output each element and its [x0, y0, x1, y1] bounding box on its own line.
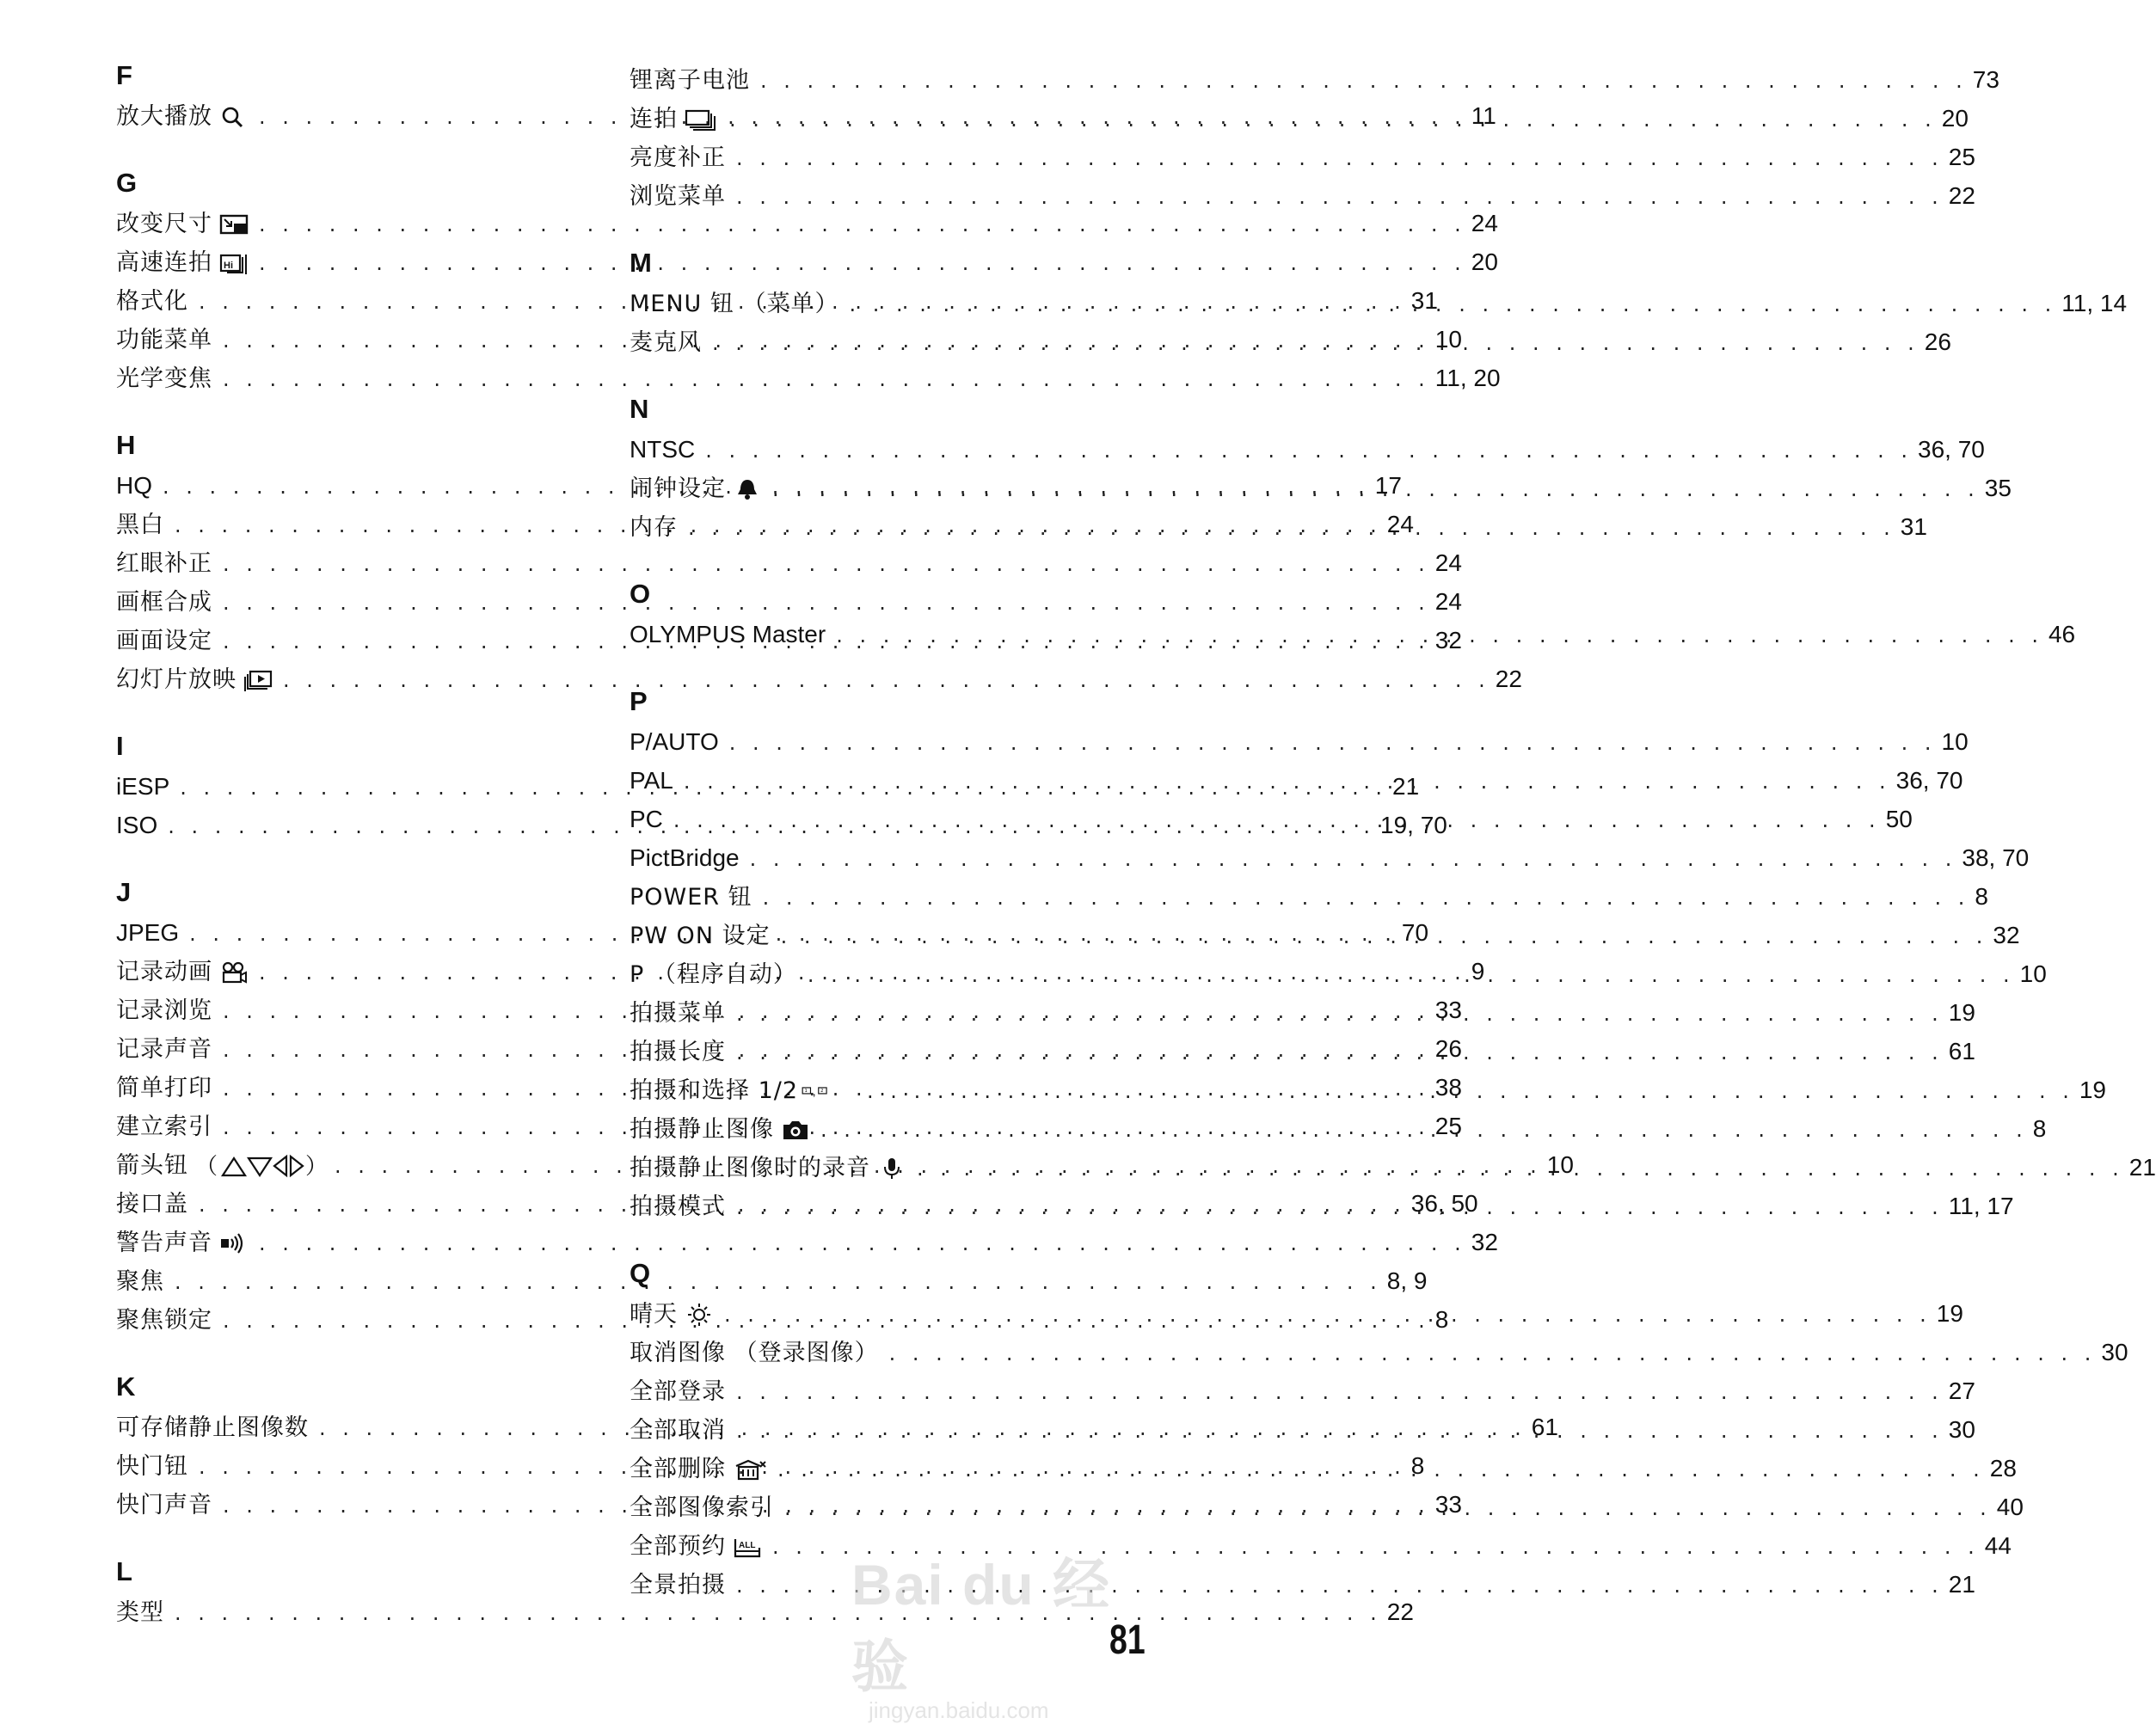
entry-page-ref: 30 — [1948, 1416, 1975, 1443]
entry-page-ref: 26 — [1434, 1035, 1462, 1062]
entry-term-text: NTSC — [630, 436, 696, 463]
entry-term-text: 全部取消 — [630, 1417, 726, 1444]
entry-term-text: 拍摄静止图像 — [630, 1116, 774, 1143]
index-entry — [116, 1223, 1498, 1261]
index-entry — [630, 722, 1969, 761]
index-entry — [630, 1333, 2128, 1371]
entry-term — [116, 1262, 164, 1301]
entry-term-text: 聚焦锁定 — [116, 1307, 212, 1334]
svg-text:Hi: Hi — [224, 260, 233, 271]
sun-icon — [685, 1304, 714, 1326]
entry-term-text: ISO — [116, 812, 158, 838]
entry-page-ref: 21 — [2128, 1154, 2156, 1181]
entry-term-text: 拍摄静止图像时的录音 — [630, 1155, 870, 1181]
section-letter: J — [116, 877, 132, 907]
camera-icon — [781, 1119, 810, 1141]
entry-term — [630, 285, 838, 323]
index-entry — [630, 838, 2030, 877]
dot-leader — [736, 1034, 1944, 1072]
entry-page-ref: 36, 70 — [1895, 767, 1963, 794]
entry-term-text: 全部登录 — [630, 1378, 726, 1405]
index-entry — [116, 543, 1462, 582]
entry-term — [630, 1295, 714, 1334]
entry-term — [630, 800, 663, 838]
dot-leader — [772, 470, 1980, 509]
entry-term-text: 建立索引 — [116, 1114, 212, 1140]
dot-leader — [688, 509, 1895, 548]
entry-term — [116, 205, 249, 243]
dot-leader — [784, 1489, 1992, 1528]
entry-term — [116, 243, 249, 282]
entry-term — [630, 177, 726, 216]
entry-page-ref: 61 — [1531, 1414, 1558, 1440]
dot-leader — [736, 1188, 1944, 1227]
entry-term — [116, 1030, 212, 1069]
dot-leader — [917, 1150, 2124, 1188]
entry-term — [116, 1408, 309, 1447]
entry-page-ref: 44 — [1984, 1532, 2012, 1559]
dot-leader — [736, 139, 1944, 178]
entry-term-text: 画面设定 — [116, 628, 212, 654]
svg-text:）: ） — [305, 1153, 329, 1180]
entry-page-ref: 27 — [1948, 1377, 1975, 1404]
svg-text:1: 1 — [804, 1088, 808, 1094]
entry-term-text: P （程序自动） — [630, 961, 797, 988]
entry-page-ref: 21 — [1392, 773, 1420, 800]
entry-term-text: 警告声音 — [116, 1230, 212, 1256]
dot-leader — [763, 879, 1970, 917]
entry-term-text: 记录声音 — [116, 1036, 212, 1063]
dot-leader — [781, 917, 1988, 956]
entry-term — [116, 583, 212, 622]
section-letter: F — [116, 60, 132, 90]
entry-term-text: 亮度补正 — [630, 144, 726, 171]
entry-term-text: 可存储静止图像数 — [116, 1414, 309, 1441]
entry-term — [116, 806, 157, 844]
entry-term — [630, 955, 797, 994]
entry-page-ref: 11, 20 — [1434, 365, 1501, 391]
entry-term-text: 类型 — [116, 1599, 164, 1626]
section-letter: O — [630, 579, 651, 609]
dot-leader — [736, 178, 1944, 217]
microphone-icon — [877, 1157, 906, 1180]
entry-page-ref: 11 — [1471, 102, 1496, 129]
entry-term-text: 拍摄模式 — [630, 1193, 726, 1220]
index-entry — [116, 204, 1498, 242]
watermark — [851, 1539, 1127, 1723]
watermark-url: jingyan.baidu.com — [869, 1697, 1049, 1723]
entry-term-text: PAL — [630, 767, 673, 794]
entry-term — [630, 1110, 810, 1149]
index-entry — [116, 582, 1462, 621]
entry-term — [116, 913, 179, 952]
page-number: 81 — [1109, 1617, 1146, 1663]
entry-page-ref: 50 — [1885, 806, 1913, 832]
section-letter: H — [116, 430, 136, 460]
entry-page-ref: 26 — [1924, 328, 1951, 355]
entry-term-text: 闹钟设定 — [630, 475, 726, 502]
entry-term — [630, 878, 752, 917]
entry-page-ref: 33 — [1434, 1491, 1462, 1518]
dot-leader — [729, 101, 1937, 139]
entry-page-ref: 32 — [1993, 922, 2020, 948]
entry-term — [630, 722, 719, 761]
entry-term — [116, 1146, 329, 1185]
entry-page-ref: 61 — [1948, 1038, 1975, 1064]
entry-term — [116, 1301, 212, 1340]
magnifier-icon — [219, 106, 249, 128]
entry-term-text: 聚焦 — [116, 1268, 164, 1295]
entry-term — [116, 1107, 212, 1146]
svg-text:,: , — [812, 1083, 816, 1098]
entry-page-ref: 24 — [1386, 511, 1414, 537]
entry-term-text: 功能菜单 — [116, 327, 212, 353]
dot-leader — [889, 1334, 2097, 1373]
watermark-brand: Bai du 经验 — [851, 1553, 1112, 1698]
entry-term-text: 简单打印 — [116, 1075, 212, 1101]
section-letter: N — [630, 394, 649, 424]
entry-page-ref: 25 — [1948, 144, 1975, 170]
dot-leader — [705, 432, 1913, 470]
entry-term — [630, 61, 750, 100]
entry-term-text: P/AUTO — [630, 728, 719, 755]
dot-leader — [736, 1373, 1944, 1412]
entry-page-ref: 22 — [1948, 182, 1975, 209]
entry-term — [116, 1185, 188, 1224]
entry-page-ref: 19 — [2079, 1077, 2106, 1103]
entry-term-text: 取消图像 （登录图像） — [630, 1340, 879, 1366]
entry-term — [630, 917, 771, 955]
dot-leader — [684, 763, 1891, 801]
entry-term — [116, 622, 212, 660]
entry-page-ref: 30 — [2101, 1339, 2128, 1365]
entry-page-ref: 38, 70 — [1962, 844, 2030, 871]
entry-page-ref: 10 — [2019, 960, 2047, 987]
entry-term-text: 内存 — [630, 514, 678, 541]
entry-page-ref: 33 — [1434, 997, 1462, 1023]
svg-text:2: 2 — [820, 1088, 824, 1094]
entry-page-ref: 21 — [1948, 1571, 1975, 1598]
entry-term — [630, 1566, 726, 1604]
entry-term-text: 拍摄长度 — [630, 1039, 726, 1065]
entry-term — [116, 1447, 188, 1486]
index-entry — [630, 954, 2047, 993]
entry-term-text: 全景拍摄 — [630, 1572, 726, 1598]
entry-term — [630, 1527, 762, 1566]
entry-term-text: 记录动画 — [116, 959, 212, 985]
entry-term-text: PW ON 设定 — [630, 923, 771, 949]
entry-term — [630, 838, 740, 877]
entry-page-ref: 8 — [2032, 1115, 2047, 1142]
entry-term-text: 放大播放 — [116, 103, 212, 130]
entry-term — [630, 100, 719, 138]
entry-term — [630, 994, 726, 1033]
index-entry — [630, 1371, 1975, 1410]
entry-term — [630, 1071, 857, 1110]
print-all-icon — [733, 1536, 762, 1558]
index-entry — [116, 359, 1501, 397]
entry-term — [116, 767, 169, 806]
entry-page-ref: 31 — [1900, 513, 1927, 540]
entry-term-text: MENU 钮 （菜单） — [630, 291, 839, 317]
entry-term-text: 锂离子电池 — [630, 67, 750, 94]
entry-term — [116, 991, 212, 1030]
entry-page-ref: 10 — [1434, 326, 1462, 353]
hi-sequential-icon — [219, 252, 249, 274]
section-letter: I — [116, 731, 124, 761]
index-entry — [116, 1261, 1428, 1300]
entry-term-text: 拍摄菜单 — [630, 1000, 726, 1027]
dot-leader — [673, 801, 1881, 840]
entry-term — [116, 466, 152, 505]
index-entry — [630, 138, 1975, 176]
resize-icon — [219, 213, 249, 236]
entry-page-ref: 35 — [1984, 475, 2012, 501]
entry-page-ref: 17 — [1374, 472, 1402, 499]
entry-page-ref: 38 — [1434, 1074, 1462, 1101]
entry-page-ref: 9 — [1471, 958, 1485, 985]
index-entry — [630, 1449, 2017, 1488]
index-entry — [116, 1592, 1414, 1631]
entry-term-text: 快门钮 — [116, 1453, 188, 1480]
entry-term — [116, 544, 212, 583]
index-entry — [630, 176, 1975, 215]
dot-leader — [724, 1296, 1932, 1334]
erase-all-icon — [733, 1458, 767, 1481]
index-entry — [116, 242, 1498, 281]
sequential-icon — [685, 108, 719, 131]
dot-leader — [712, 324, 1920, 363]
dot-leader — [736, 995, 1944, 1034]
entry-term — [630, 1187, 726, 1226]
entry-term-text: 接口盖 — [116, 1191, 188, 1218]
dot-leader — [750, 840, 1957, 879]
entry-page-ref: 8 — [1975, 883, 1988, 910]
entry-term — [116, 1486, 212, 1525]
entry-page-ref: 25 — [1434, 1113, 1462, 1139]
movie-icon — [219, 961, 249, 984]
entry-term — [630, 1411, 726, 1450]
entry-term-text: 浏览菜单 — [630, 183, 726, 210]
entry-term-text: 记录浏览 — [116, 997, 212, 1024]
entry-page-ref: 31 — [1410, 287, 1438, 314]
entry-page-ref: 73 — [1972, 66, 1999, 93]
bell-icon — [733, 478, 762, 500]
section-letter: P — [630, 686, 648, 716]
dot-leader — [729, 724, 1937, 763]
entry-term — [630, 1488, 774, 1527]
entry-term — [116, 1069, 212, 1107]
entry-page-ref: 28 — [1989, 1455, 2017, 1482]
dot-leader — [849, 285, 2056, 324]
entry-page-ref: 19 — [1948, 999, 1975, 1026]
entry-term — [630, 323, 702, 362]
dot-leader — [836, 617, 2043, 655]
entry-term — [630, 430, 695, 469]
beep-icon — [219, 1232, 249, 1255]
section-letter: L — [116, 1556, 132, 1586]
entry-page-ref: 36, 70 — [1918, 436, 1985, 463]
entry-term-text: JPEG — [116, 919, 180, 946]
entry-page-ref: 24 — [1434, 588, 1462, 615]
entry-page-ref: 10 — [1941, 728, 1969, 755]
entry-term — [630, 1372, 726, 1411]
entry-term-text: 光学变焦 — [116, 365, 212, 392]
entry-term — [116, 1593, 164, 1632]
svg-text:ALL: ALL — [739, 1540, 756, 1550]
entry-page-ref: 46 — [2048, 621, 2076, 647]
entry-page-ref: 19, 70 — [1380, 812, 1447, 838]
entry-page-ref: 8 — [1434, 1306, 1449, 1333]
entry-term — [116, 953, 249, 991]
dot-leader — [777, 1451, 1985, 1489]
entry-term-text: 高速连拍 — [116, 249, 212, 276]
entry-term — [630, 1033, 726, 1071]
entry-page-ref: 11, 14 — [2061, 290, 2128, 316]
entry-page-ref: 20 — [1471, 248, 1498, 275]
entry-term-text: 麦克风 — [630, 329, 702, 356]
svg-text:（: （ — [195, 1153, 218, 1180]
entry-term — [116, 282, 188, 321]
dot-leader — [820, 1111, 2028, 1150]
entry-term-text: 全部图像索引 — [630, 1494, 774, 1521]
index-entry — [630, 877, 1988, 916]
entry-term-text: 全部预约 — [630, 1533, 726, 1560]
dot-leader — [867, 1072, 2074, 1111]
section-letter: Q — [630, 1258, 651, 1288]
entry-term — [630, 761, 673, 800]
entry-term — [630, 1450, 767, 1488]
entry-term-text: 黑白 — [116, 512, 164, 538]
entry-page-ref: 32 — [1471, 1229, 1498, 1255]
index-entry — [630, 1294, 1963, 1333]
entry-page-ref: 19 — [1936, 1300, 1963, 1327]
entry-page-ref: 32 — [1434, 627, 1462, 653]
entry-term — [630, 508, 678, 547]
entry-term-text: POWER 钮 — [630, 884, 752, 911]
entry-page-ref: 24 — [1471, 210, 1498, 236]
dot-leader — [808, 956, 2015, 995]
index-entry — [116, 660, 1522, 698]
entry-page-ref: 40 — [1996, 1494, 2024, 1520]
entry-page-ref: 24 — [1434, 549, 1462, 576]
entry-term-text: iESP — [116, 773, 170, 800]
section-letter: G — [116, 168, 138, 198]
entry-page-ref: 22 — [1386, 1598, 1414, 1625]
entry-term-text: 幻灯片放映 — [116, 666, 236, 693]
entry-term-text: 格式化 — [116, 288, 188, 315]
entry-term-text: HQ — [116, 472, 152, 499]
entry-term — [116, 359, 212, 398]
entry-term-text: 改变尺寸 — [116, 211, 212, 237]
entry-term-text: 晴天 — [630, 1301, 678, 1328]
entry-term — [116, 1224, 249, 1262]
entry-page-ref: 11, 17 — [1948, 1193, 2014, 1219]
entry-term — [116, 97, 249, 136]
dot-leader — [736, 1412, 1944, 1451]
entry-term — [630, 1334, 879, 1372]
entry-term-text: PictBridge — [630, 844, 740, 871]
entry-term-text: 拍摄和选择 1/2 — [630, 1077, 799, 1104]
entry-term — [630, 138, 726, 177]
section-letter: M — [630, 248, 652, 278]
entry-term — [116, 506, 164, 544]
select-shot-icon — [802, 1080, 857, 1102]
entry-term — [630, 1149, 906, 1187]
section-letter: K — [116, 1371, 136, 1402]
entry-page-ref: 36, 50 — [1410, 1190, 1478, 1217]
entry-term-text: 快门声音 — [116, 1492, 212, 1518]
entry-term-text: 画框合成 — [116, 589, 212, 616]
dot-leader — [760, 62, 1968, 101]
entry-page-ref: 70 — [1401, 919, 1429, 946]
entry-term — [630, 469, 762, 508]
entry-term-text: OLYMPUS Master — [630, 621, 826, 647]
entry-term — [630, 615, 826, 653]
entry-term — [116, 660, 273, 699]
index-entry — [630, 430, 1985, 469]
entry-page-ref: 22 — [1495, 666, 1522, 692]
entry-term-text: PC — [630, 806, 663, 832]
entry-term-text: 全部删除 — [630, 1456, 726, 1482]
index-entry — [630, 60, 1999, 99]
entry-page-ref: 8, 9 — [1386, 1267, 1428, 1294]
entry-page-ref: 8 — [1410, 1452, 1425, 1479]
entry-page-ref: 10 — [1546, 1151, 1574, 1178]
entry-term-text: 红眼补正 — [116, 550, 212, 577]
slideshow-icon — [243, 669, 273, 691]
entry-term-text: 箭头钮 — [116, 1152, 188, 1179]
arrow-pad-icon — [195, 1153, 329, 1180]
entry-term-text: 连拍 — [630, 106, 678, 132]
entry-page-ref: 20 — [1941, 105, 1969, 132]
entry-term — [116, 321, 212, 359]
